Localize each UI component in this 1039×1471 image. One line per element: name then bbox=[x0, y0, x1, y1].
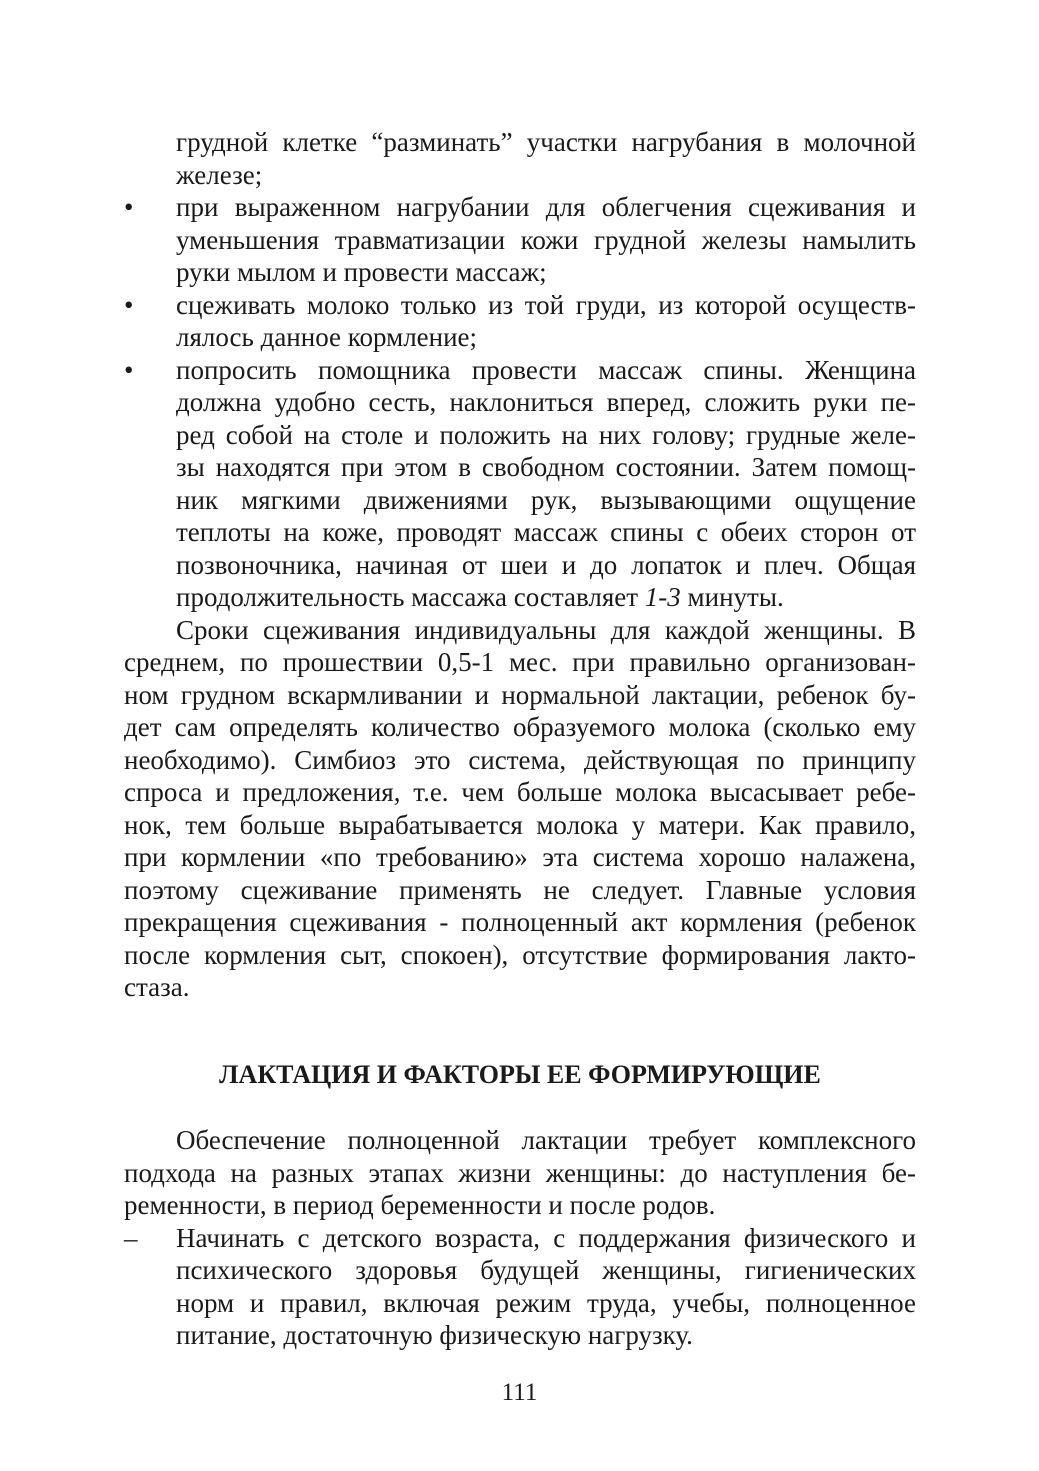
text-line: необходимо). Симбиоз это система, действующая по принципу bbox=[124, 744, 916, 775]
bullet-marker: • bbox=[124, 354, 134, 385]
text-line bbox=[124, 581, 916, 614]
text-line: ном грудном вскармливании и нормальной лактации, ребенок бу- bbox=[124, 679, 916, 710]
text-line: после кормления сыт, спокоен), отсутствие формирования лакто- bbox=[124, 939, 916, 970]
text-line: подхода на разных этапах жизни женщины: до наступления бе- bbox=[124, 1157, 916, 1188]
text-line: теплоты на коже, проводят массаж спины с обеих сторон от bbox=[176, 517, 916, 547]
text-block-top bbox=[124, 126, 916, 1004]
bullet-text: при выраженном нагрубании для облегчения сцеживания и bbox=[176, 192, 916, 222]
section-heading: ЛАКТАЦИЯ И ФАКТОРЫ ЕЕ ФОРМИРУЮЩИЕ bbox=[219, 1060, 821, 1089]
text-fragment: минуты. bbox=[680, 582, 784, 612]
text-line: ник мягкими движениями рук, вызывающими ощущение bbox=[176, 484, 916, 515]
text-line: спроса и предложения, т.е. чем больше молока высасывает ребе- bbox=[124, 777, 916, 807]
bullet-item bbox=[124, 289, 916, 354]
text-line: лялось данное кормление; bbox=[176, 322, 478, 352]
paragraph bbox=[124, 1124, 916, 1222]
bullet-marker: • bbox=[124, 289, 134, 320]
text-line: прекращения сцеживания - полноценный акт кормления (ребенок bbox=[124, 907, 916, 937]
text-line: уменьшения травматизации кожи грудной железы намылить bbox=[176, 224, 916, 255]
text-line: психического здоровья будущей женщины, гигиенических bbox=[176, 1255, 916, 1285]
bullet-marker: • bbox=[124, 192, 134, 222]
text-line: питание, достаточную физическую нагрузку. bbox=[176, 1320, 693, 1350]
text-line: при кормлении «по требованию» эта система хорошо налажена, bbox=[124, 842, 916, 872]
bullet-text: сцеживать молоко только из той груди, из которой осуществ- bbox=[176, 289, 916, 320]
text-line: позвоночника, начиная от шеи и до лопаток и плеч. Общая bbox=[176, 549, 916, 580]
text-line: зы находятся при этом в свободном состоянии. Затем помощ- bbox=[176, 452, 916, 482]
bullet-text: попросить помощника провести массаж спины. Женщина bbox=[176, 354, 916, 385]
text-block-bottom bbox=[124, 1124, 916, 1352]
text-line: руки мылом и провести массаж; bbox=[176, 257, 547, 287]
bullet-line bbox=[124, 289, 916, 322]
text-line: стаза. bbox=[124, 972, 190, 1002]
text-line: среднем, по прошествии 0,5-1 мес. при правильно организован- bbox=[124, 647, 916, 677]
text-line: норм и правил, включая режим труда, учебы, полноценное bbox=[176, 1287, 916, 1318]
text-line: железе; bbox=[176, 159, 263, 190]
text-line: дет сам определять количество образуемого молока (сколько ему bbox=[124, 712, 916, 742]
italic-duration: 1-3 bbox=[644, 582, 681, 612]
text-line: нок, тем больше вырабатывается молока у матери. Как правило, bbox=[124, 809, 916, 840]
paragraph bbox=[124, 614, 916, 1004]
dash-text: Начинать с детского возраста, с поддержания физического и bbox=[176, 1222, 916, 1253]
text-line: поэтому сцеживание применять не следует. Главные условия bbox=[124, 874, 916, 905]
dash-item bbox=[124, 1222, 916, 1352]
bullet-item bbox=[124, 191, 916, 289]
bullet-line bbox=[124, 354, 916, 387]
text-line: грудной клетке “разминать” участки нагрубания в молочной bbox=[176, 127, 916, 157]
text-line: Обеспечение полноценной лактации требует комплексного bbox=[176, 1125, 916, 1155]
text-fragment: продолжительность массажа составляет bbox=[176, 582, 645, 612]
text-line: Сроки сцеживания индивидуальны для каждой женщины. В bbox=[176, 614, 916, 645]
text-line: должна удобно сесть, наклониться вперед, сложить руки пе- bbox=[176, 387, 916, 417]
dash-marker: – bbox=[124, 1222, 138, 1253]
page-number: 111 bbox=[501, 1379, 538, 1406]
text-line: ременности, в период беременности и после родов. bbox=[124, 1190, 716, 1220]
dash-line bbox=[124, 1222, 916, 1255]
bullet-item bbox=[124, 354, 916, 614]
text-line: ред собой на столе и положить на них голову; грудные желе- bbox=[176, 419, 916, 450]
bullet-line bbox=[124, 191, 916, 224]
